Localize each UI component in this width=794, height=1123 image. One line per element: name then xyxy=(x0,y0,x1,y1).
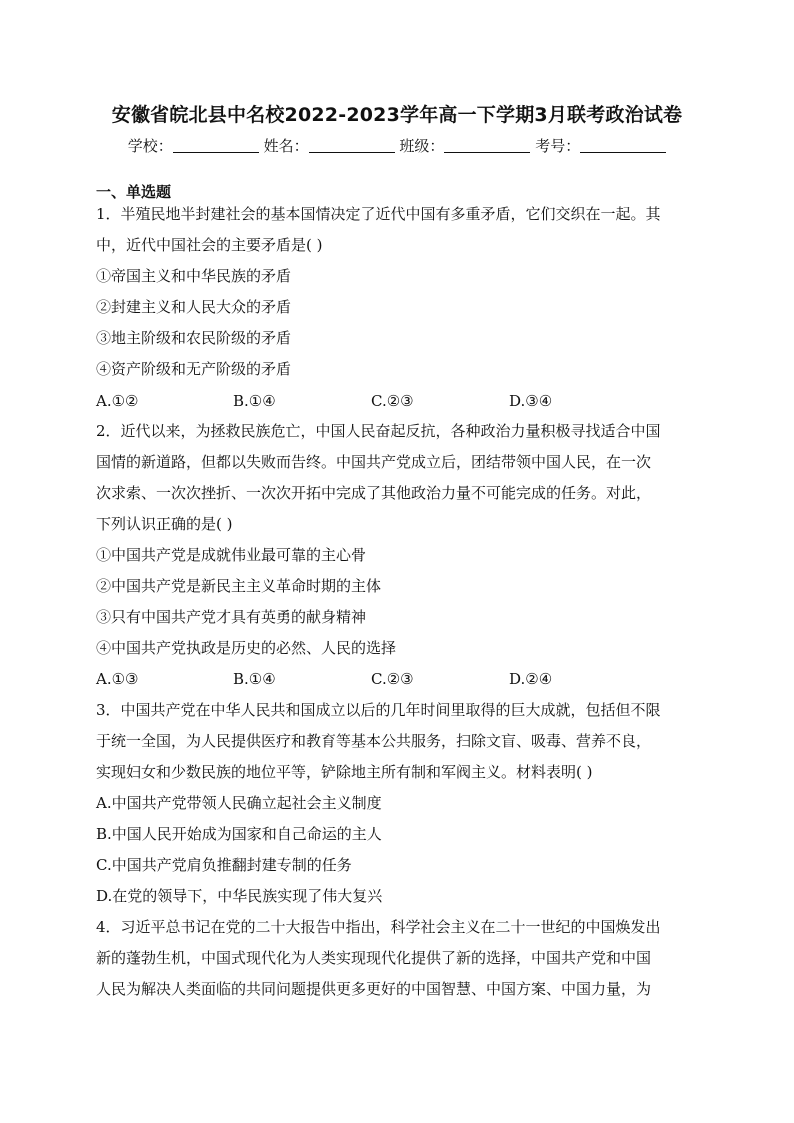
student-info-line xyxy=(0,135,794,156)
q3-option-b[interactable]: B.中国人民开始成为国家和自己命运的主人 xyxy=(96,825,382,843)
q3-stem-line-1: 3．中国共产党在中华人民共和国成立以后的几年时间里取得的巨大成就，包括但不限 xyxy=(96,701,661,719)
section-heading: 一、单选题 xyxy=(96,183,172,201)
name-blank[interactable] xyxy=(309,138,395,153)
q2-item-4: ④中国共产党执政是历史的必然、人民的选择 xyxy=(96,639,397,657)
q2-stem-line-2: 国情的新道路，但都以失败而告终。中国共产党成立后，团结带领中国人民，在一次 xyxy=(96,453,652,471)
q1-option-b[interactable]: B.①④ xyxy=(233,392,276,410)
q1-stem-line-2: 中，近代中国社会的主要矛盾是( ) xyxy=(96,236,323,254)
number-blank[interactable] xyxy=(580,138,666,153)
q2-stem-line-1: 2．近代以来，为拯救民族危亡，中国人民奋起反抗，各种政治力量积极寻找适合中国 xyxy=(96,422,661,440)
q2-item-3: ③只有中国共产党才具有英勇的献身精神 xyxy=(96,608,367,626)
q1-item-2: ②封建主义和人民大众的矛盾 xyxy=(96,298,292,316)
school-blank[interactable] xyxy=(173,138,259,153)
q4-stem-line-3: 人民为解决人类面临的共同问题提供更多更好的中国智慧、中国方案、中国力量，为 xyxy=(96,980,652,998)
q1-option-c[interactable]: C.②③ xyxy=(371,392,414,410)
q1-option-a[interactable]: A.①② xyxy=(96,392,139,410)
q3-stem-line-3: 实现妇女和少数民族的地位平等，铲除地主所有制和军阀主义。材料表明( ) xyxy=(96,763,593,781)
q2-option-c[interactable]: C.②③ xyxy=(371,670,414,688)
school-label: 学校： xyxy=(127,137,173,155)
q2-option-a[interactable]: A.①③ xyxy=(96,670,139,688)
q3-stem-line-2: 于统一全国，为人民提供医疗和教育等基本公共服务，扫除文盲、吸毒、营养不良， xyxy=(96,732,652,750)
q3-option-a[interactable]: A.中国共产党带领人民确立起社会主义制度 xyxy=(96,794,382,812)
q2-item-1: ①中国共产党是成就伟业最可靠的主心骨 xyxy=(96,546,367,564)
q3-option-d[interactable]: D.在党的领导下，中华民族实现了伟大复兴 xyxy=(96,887,383,905)
q3-option-c[interactable]: C.中国共产党肩负推翻封建专制的任务 xyxy=(96,856,352,874)
q1-option-d[interactable]: D.③④ xyxy=(509,392,553,410)
q2-stem-line-4: 下列认识正确的是( ) xyxy=(96,515,233,533)
q2-option-b[interactable]: B.①④ xyxy=(233,670,276,688)
q2-stem-line-3: 次求索、一次次挫折、一次次开拓中完成了其他政治力量不可能完成的任务。对此， xyxy=(96,484,652,502)
class-label: 班级： xyxy=(399,137,445,155)
page-title: 安徽省皖北县中名校2022-2023学年高一下学期3月联考政治试卷 xyxy=(111,104,683,126)
q2-option-d[interactable]: D.②④ xyxy=(509,670,553,688)
class-blank[interactable] xyxy=(444,138,530,153)
q1-item-1: ①帝国主义和中华民族的矛盾 xyxy=(96,267,292,285)
number-label: 考号： xyxy=(535,137,581,155)
q1-item-4: ④资产阶级和无产阶级的矛盾 xyxy=(96,360,292,378)
q4-stem-line-2: 新的蓬勃生机，中国式现代化为人类实现现代化提供了新的选择，中国共产党和中国 xyxy=(96,949,652,967)
q1-item-3: ③地主阶级和农民阶级的矛盾 xyxy=(96,329,292,347)
q1-stem-line-1: 1．半殖民地半封建社会的基本国情决定了近代中国有多重矛盾，它们交织在一起。其 xyxy=(96,205,661,223)
q2-item-2: ②中国共产党是新民主主义革命时期的主体 xyxy=(96,577,382,595)
q4-stem-line-1: 4．习近平总书记在党的二十大报告中指出，科学社会主义在二十一世纪的中国焕发出 xyxy=(96,918,661,936)
name-label: 姓名： xyxy=(263,137,309,155)
